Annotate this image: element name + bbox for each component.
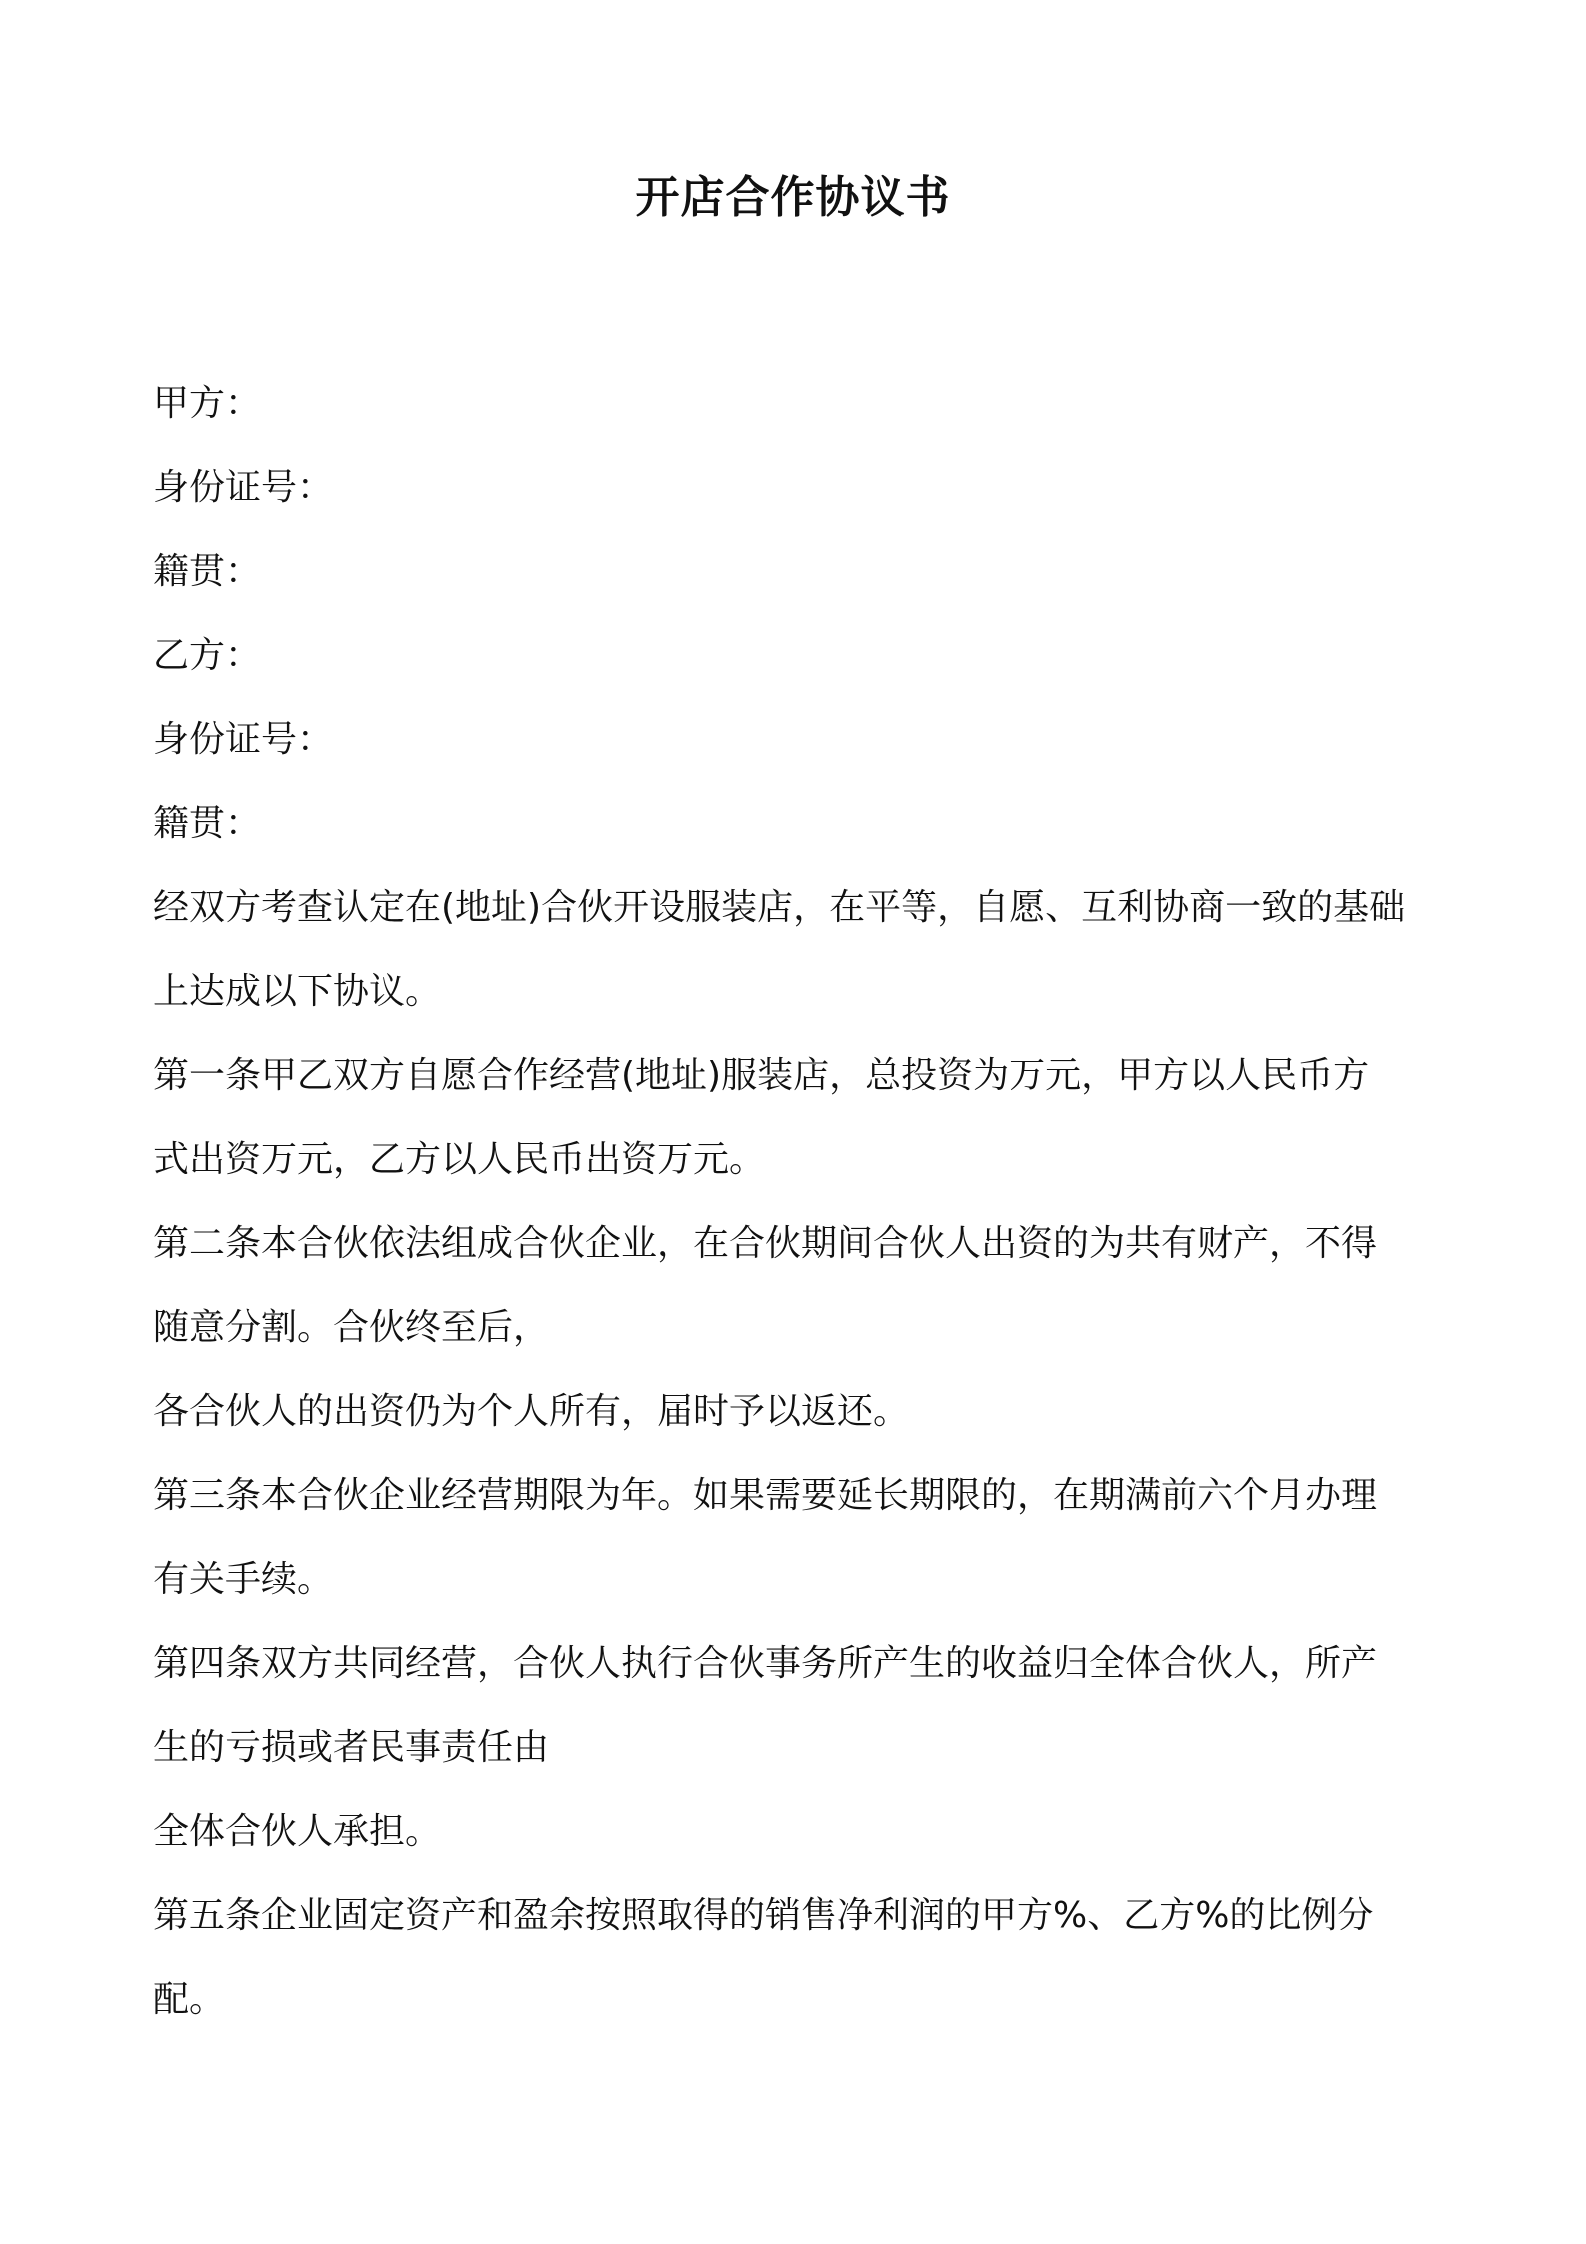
document-body bbox=[153, 362, 1453, 2042]
article-5-line-2: 配。 bbox=[153, 1979, 226, 2020]
party-a-label: 甲方： bbox=[153, 383, 262, 424]
article-5-line-1: 第五条企业固定资产和盈余按照取得的销售净利润的甲方%、乙方%的比例分 bbox=[153, 1895, 1374, 1936]
preamble-line-1: 经双方考查认定在(地址)合伙开设服装店，在平等，自愿、互利协商一致的基础 bbox=[153, 887, 1406, 928]
article-4-line-3: 全体合伙人承担。 bbox=[153, 1811, 442, 1852]
article-2-line-1: 第二条本合伙依法组成合伙企业，在合伙期间合伙人出资的为共有财产，不得 bbox=[153, 1223, 1378, 1264]
party-b-label: 乙方： bbox=[153, 635, 262, 676]
party-a-id-label: 身份证号： bbox=[153, 467, 334, 508]
party-b-id-label: 身份证号： bbox=[153, 719, 334, 760]
article-2-line-3: 各合伙人的出资仍为个人所有，届时予以返还。 bbox=[153, 1391, 910, 1432]
article-1-line-2: 式出资万元，乙方以人民币出资万元。 bbox=[153, 1139, 766, 1180]
preamble-line-2: 上达成以下协议。 bbox=[153, 971, 442, 1012]
article-2-line-2: 随意分割。合伙终至后， bbox=[153, 1307, 550, 1348]
document-title: 开店合作协议书 bbox=[635, 172, 951, 223]
party-a-origin-label: 籍贯： bbox=[153, 551, 262, 592]
article-3-line-2: 有关手续。 bbox=[153, 1559, 334, 1600]
article-4-line-2: 生的亏损或者民事责任由 bbox=[153, 1727, 550, 1768]
article-1-line-1: 第一条甲乙双方自愿合作经营(地址)服装店，总投资为万元，甲方以人民币方 bbox=[153, 1055, 1370, 1096]
article-4-line-1: 第四条双方共同经营，合伙人执行合伙事务所产生的收益归全体合伙人，所产 bbox=[153, 1643, 1378, 1684]
party-b-origin-label: 籍贯： bbox=[153, 803, 262, 844]
article-3-line-1: 第三条本合伙企业经营期限为年。如果需要延长期限的，在期满前六个月办理 bbox=[153, 1475, 1378, 1516]
